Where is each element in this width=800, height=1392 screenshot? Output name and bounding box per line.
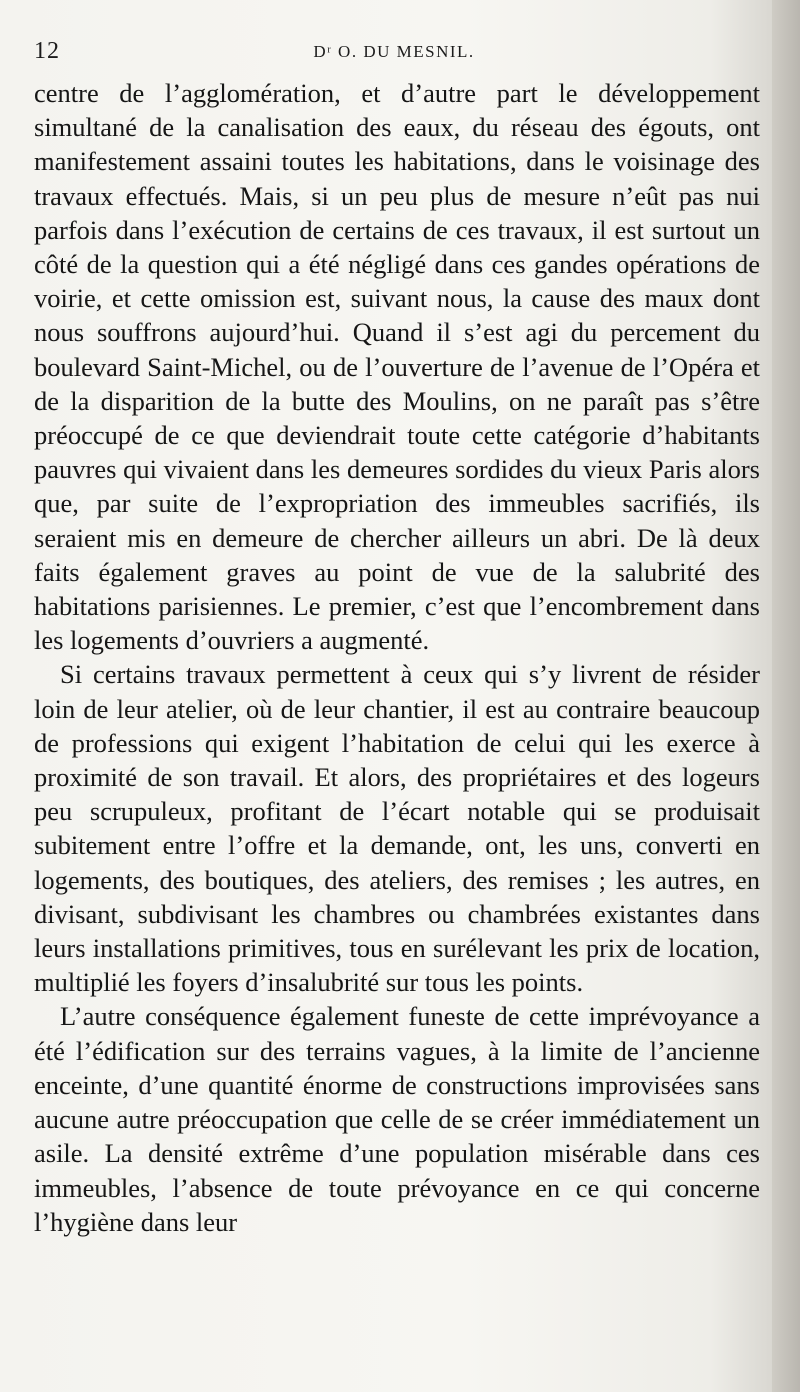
- running-head: Dʳ O. DU MESNIL.: [313, 42, 475, 61]
- page-number: 12: [34, 38, 60, 64]
- paragraph: L’autre conséquence également funeste de cette imprévoyance a été l’édification sur des terrains vagues, à la limite de l’ancienne enceinte, d’une quantité énorme de constructions improvisées sans aucune autre préoccupation que celle de se créer immédiatement un asile. La densité extrême d’une population misérable dans ces immeubles, l’absence de toute prévoyance en ce qui concerne l’hygiène dans leur: [34, 1001, 760, 1237]
- paragraph: centre de l’agglomération, et d’autre part le développement simultané de la canalisation des eaux, du réseau des égouts, ont manifestement assaini toutes les habitations, dans le voisinage des travaux effectués. Mais, si un peu plus de mesure n’eût pas nui parfois dans l’exécution de certains de ces travaux, il est surtout un côté de la question qui a été négligé dans ces gandes opérations de voirie, et cette omission est, suivant nous, la cause des maux dont nous souffrons aujourd’hui. Quand il s’est agi du percement du boulevard Saint-Michel, ou de l’ouverture de l’avenue de l’Opéra et de la disparition de la butte des Moulins, on ne paraît pas s’être préoccupé de ce que deviendrait toute cette catégorie d’habitants pauvres qui vivaient dans les demeures sordides du vieux Paris alors que, par suite de l’expropriation des immeubles sacrifiés, ils seraient mis en demeure de chercher ailleurs un abri. De là deux faits également graves au point de vue de la salubrité des habitations parisiennes. Le premier, c’est que l’encombrement dans les logements d’ouvriers a augmenté.: [34, 78, 760, 656]
- page-header: [34, 38, 754, 68]
- paragraph: Si certains travaux permettent à ceux qui s’y livrent de résider loin de leur atelier, où de leur chantier, il est au contraire beaucoup de professions qui exigent l’habitation de celui qui les exerce à proximité de son travail. Et alors, des propriétaires et des logeurs peu scrupuleux, profitant de l’écart notable qui se produisait subitement entre l’offre et la demande, ont, les uns, converti en logements, des boutiques, des ateliers, des remises ; les autres, en divisant, subdivisant les chambres ou chambrées existantes dans leurs installations primitives, tous en surélevant les prix de location, multiplié les foyers d’insalubrité sur tous les points.: [34, 659, 760, 998]
- body-text: [34, 76, 760, 1239]
- book-gutter: [772, 0, 800, 1392]
